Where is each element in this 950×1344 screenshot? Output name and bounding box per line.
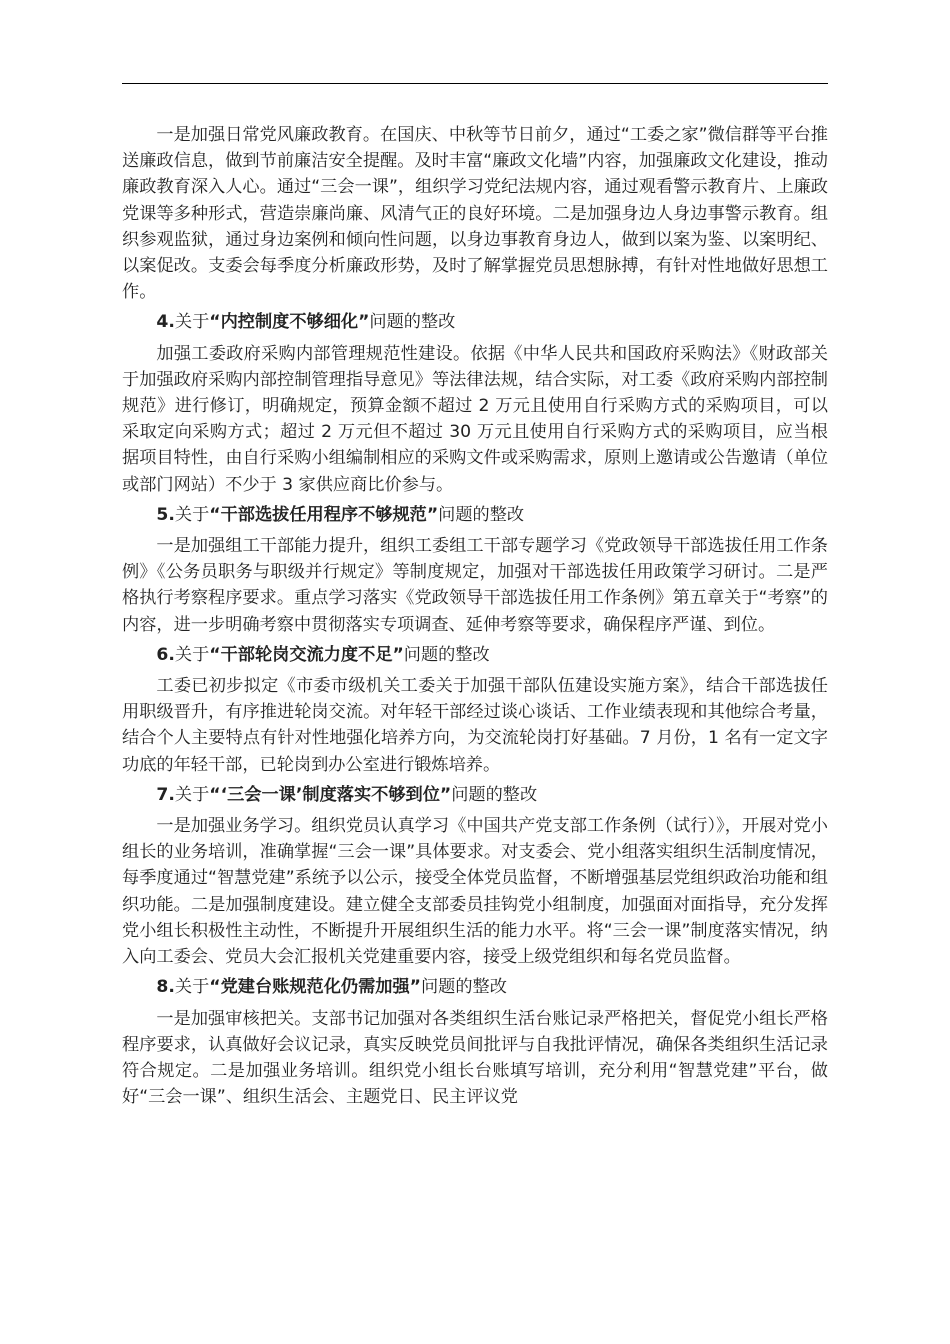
section-heading-4: [122, 309, 828, 335]
document-body: [122, 122, 828, 1114]
paragraph-5: 一是加强业务学习。组织党员认真学习《中国共产党支部工作条例（试行）》，开展对党小组长的业务培训，准确掌握“三会一课”具体要求。对支委会、党小组落实组织生活制度情况，每季度通过“智慧党建”系统予以公示，接受全体党员监督，不断增强基层党组织政治功能和组织功能。二是加强制度建设。建立健全支部委员挂钩党小组制度，加强面对面指导，充分发挥党小组长积极性主动性，不断提升开展组织生活的能力水平。将“三会一课”制度落实情况，纳入向工委会、党员大会汇报机关党建重要内容，接受上级党组织和每名党员监督。: [122, 816, 828, 968]
heading-suffix: 问题的整改: [369, 312, 456, 333]
heading-suffix: 问题的整改: [403, 644, 490, 665]
heading-quote: “党建台账规范化仍需加强”: [209, 977, 421, 998]
heading-quote: “干部选拔任用程序不够规范”: [209, 504, 439, 525]
section-heading-8: [122, 974, 828, 1000]
heading-prefix: 关于: [174, 644, 210, 665]
paragraph-3: 一是加强组工干部能力提升，组织工委组工干部专题学习《党政领导干部选拔任用工作条例》《公务员职务与职级并行规定》等制度规定，加强对干部选拔任用政策学习研讨。二是严格执行考察程序要求。重点学习落实《党政领导干部选拔任用工作条例》第五章关于“考察”的内容，进一步明确考察中贯彻落实专项调查、延伸考察等要求，确保程序严谨、到位。: [122, 536, 828, 635]
paragraph-6: 一是加强审核把关。支部书记加强对各类组织生活台账记录严格把关，督促党小组长严格程序要求，认真做好会议记录，真实反映党员间批评与自我批评情况，确保各类组织生活记录符合规定。二是加强业务培训。组织党小组长台账填写培训，充分利用“智慧党建”平台，做好“三会一课”、组织生活会、主题党日、民主评议党: [122, 1008, 828, 1108]
heading-suffix: 问题的整改: [438, 504, 525, 525]
section-number: 6.: [156, 644, 175, 665]
heading-prefix: 关于: [174, 977, 210, 998]
paragraph-4: 工委已初步拟定《市委市级机关工委关于加强干部队伍建设实施方案》，结合干部选拔任用职级晋升，有序推进轮岗交流。对年轻干部经过谈心谈话、工作业绩表现和其他综合考量，结合个人主要特点有针对性地强化培养方向，为交流轮岗打好基础。7 月份，1 名有一定文字功底的年轻干部，已轮岗到办公室进行锻炼培养。: [122, 676, 828, 775]
section-number: 8.: [156, 977, 175, 998]
section-number: 7.: [156, 784, 175, 805]
paragraph-2: 加强工委政府采购内部管理规范性建设。依据《中华人民共和国政府采购法》《财政部关于加强政府采购内部控制管理指导意见》等法律法规，结合实际，对工委《政府采购内部控制规范》进行修订，明确规定，预算金额不超过 2 万元且使用自行采购方式的采购项目，可以采取定向采购方式；超过 2 万元但不超过 30 万元且使用自行采购方式的采购项目，应当根据项目特性，由自行采购小组编制相应的采购文件或采购需求，原则上邀请或公告邀请（单位或部门网站）不少于 3 家供应商比价参与。: [122, 343, 828, 495]
heading-quote: “‘三会一课’制度落实不够到位”: [209, 784, 452, 805]
heading-suffix: 问题的整改: [451, 784, 538, 805]
header-rule: [122, 83, 828, 84]
heading-quote: “干部轮岗交流力度不足”: [209, 644, 404, 665]
section-heading-5: [122, 502, 828, 528]
section-number: 5.: [156, 504, 175, 525]
heading-suffix: 问题的整改: [420, 977, 507, 998]
heading-quote: “内控制度不够细化”: [209, 312, 370, 333]
heading-prefix: 关于: [174, 504, 210, 525]
section-heading-6: [122, 642, 828, 668]
section-heading-7: [122, 782, 828, 808]
section-number: 4.: [156, 312, 175, 333]
paragraph-1: 一是加强日常党风廉政教育。在国庆、中秋等节日前夕，通过“工委之家”微信群等平台推送廉政信息，做到节前廉洁安全提醒。及时丰富“廉政文化墙”内容，加强廉政文化建设，推动廉政教育深入人心。通过“三会一课”，组织学习党纪法规内容，通过观看警示教育片、上廉政党课等多种形式，营造崇廉尚廉、风清气正的良好环境。二是加强身边人身边事警示教育。组织参观监狱，通过身边案例和倾向性问题，以身边事教育身边人，做到以案为鉴、以案明纪、以案促改。支委会每季度分析廉政形势，及时了解掌握党员思想脉搏，有针对性地做好思想工作。: [122, 125, 828, 303]
heading-prefix: 关于: [174, 784, 210, 805]
heading-prefix: 关于: [174, 312, 210, 333]
